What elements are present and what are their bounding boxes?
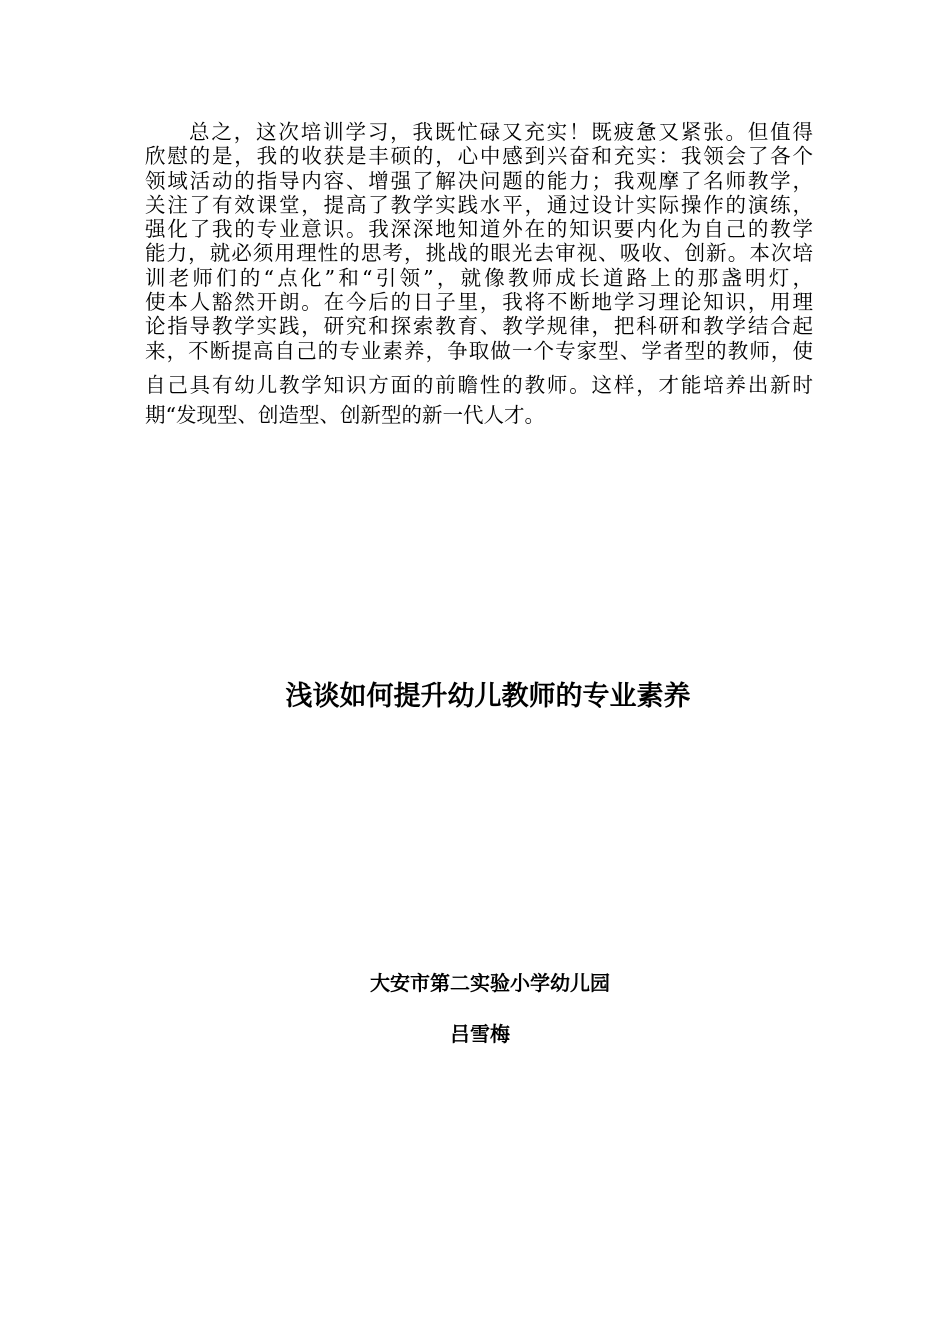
paragraph-line: 来，不断提高自己的专业素养，争取做一个专家型、学者型的教师，使: [145, 338, 813, 363]
paragraph-line: 自己具有幼儿教学知识方面的前瞻性的教师。这样，才能培养出新时: [145, 372, 813, 397]
paragraph-line: 使本人豁然开朗。在今后的日子里，我将不断地学习理论知识，用理: [145, 290, 813, 315]
author-name: 吕雪梅: [450, 1022, 510, 1046]
paragraph-line: 期“发现型、创造型、创新型的新一代人才。: [145, 403, 545, 428]
paragraph-line: 欣慰的是，我的收获是丰硕的，心中感到兴奋和充实：我领会了各个: [145, 144, 813, 169]
paragraph-line: 强化了我的专业意识。我深深地知道外在的知识要内化为自己的教学: [145, 217, 813, 242]
document-title: 浅谈如何提升幼儿教师的专业素养: [285, 681, 691, 712]
paragraph-line: 能力，就必须用理性的思考，挑战的眼光去审视、吸收、创新。本次培: [145, 241, 813, 266]
paragraph-line: 总之，这次培训学习，我既忙碌又充实！既疲惫又紧张。但值得: [189, 120, 813, 144]
paragraph-line: 关注了有效课堂，提高了教学实践水平，通过设计实际操作的演练，: [145, 192, 813, 217]
paragraph-line: 领域活动的指导内容、增强了解决问题的能力；我观摩了名师教学，: [145, 168, 813, 193]
paragraph-line: 训老师们的“点化”和“引领”，就像教师成长道路上的那盏明灯，: [145, 265, 813, 290]
summary-paragraph: [145, 120, 813, 428]
paragraph-line: 论指导教学实践，研究和探索教育、教学规律，把科研和教学结合起: [145, 314, 813, 339]
school-name: 大安市第二实验小学幼儿园: [370, 971, 610, 995]
